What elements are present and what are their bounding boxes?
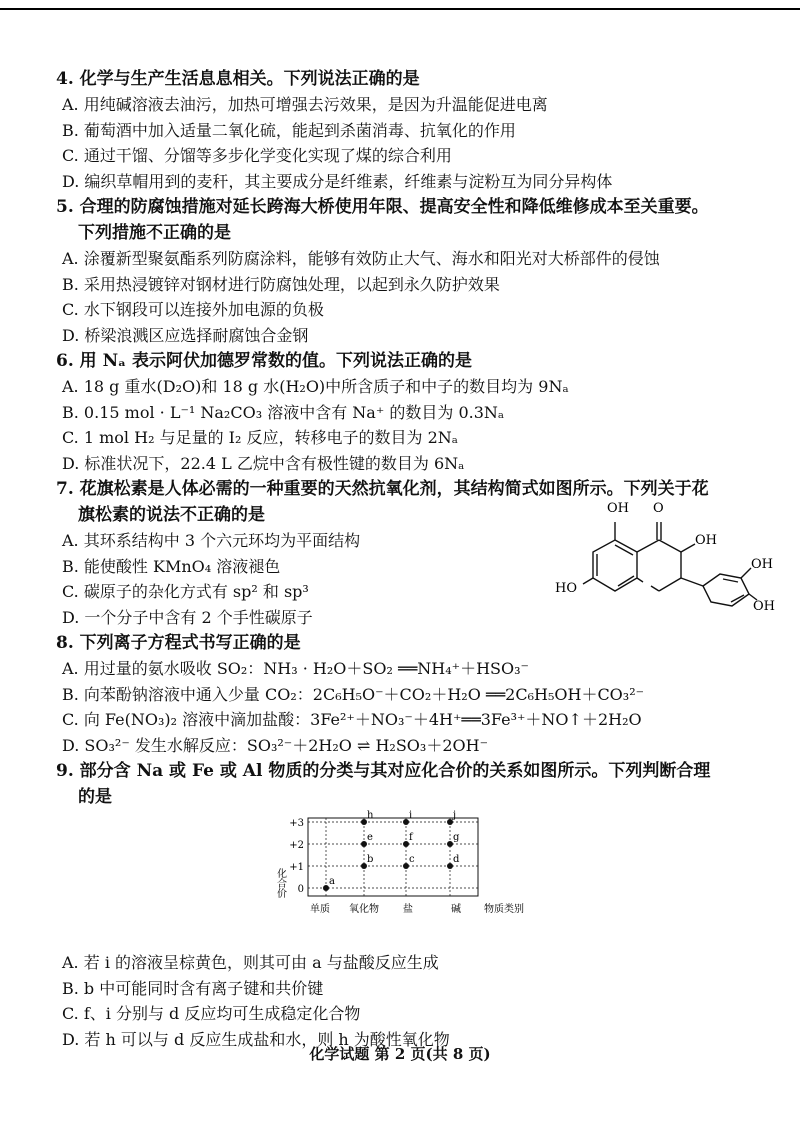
mol-label-ho-left: HO [555, 581, 577, 596]
chart-y-ticks [289, 818, 304, 895]
page-footer: 化学试题 第 2 页(共 8 页) [309, 1045, 491, 1063]
answer-option: C. 向 Fe(NO₃)₂ 溶液中滴加盐酸：3Fe²⁺＋NO₃⁻＋4H⁺══3Fe³⁺＋NO↑＋2H₂O [62, 710, 642, 729]
chart-point-label: i [409, 810, 413, 821]
chart-x-label: 碱 [451, 904, 461, 915]
answer-option: C. 碳原子的杂化方式有 sp² 和 sp³ [62, 582, 309, 601]
chart-point-label: e [367, 832, 373, 843]
chart-point-label: b [367, 854, 374, 865]
chart-point-label: a [329, 876, 335, 887]
chart-y-tick: +1 [289, 862, 304, 873]
answer-option: A. 用纯碱溶液去油污，加热可增强去污效果，是因为升温能促进电离 [62, 95, 548, 114]
chart-point-label: g [453, 832, 460, 843]
mol-label-oh-ring-b-lower: OH [753, 599, 775, 614]
question-stem: 4. 化学与生产生活息息相关。下列说法正确的是 [56, 69, 420, 89]
answer-option: D. 桥梁浪溅区应选择耐腐蚀合金钢 [62, 325, 309, 345]
chart-x-label: 物质类别 [484, 904, 524, 915]
mol-label-oh-top: OH [607, 501, 629, 516]
answer-option: B. 0.15 mol · L⁻¹ Na₂CO₃ 溶液中含有 Na⁺ 的数目为 0.3Nₐ [62, 402, 505, 422]
question-stem-continued: 的是 [78, 787, 112, 807]
answer-option: C. f、i 分别与 d 反应均可生成稳定化合物 [62, 1004, 361, 1023]
answer-option: D. SO₃²⁻ 发生水解反应：SO₃²⁻＋2H₂O ⇌ H₂SO₃＋2OH⁻ [62, 735, 489, 755]
chart-point-label: c [409, 854, 415, 865]
valence-category-chart [268, 808, 548, 918]
top-border-line [0, 8, 800, 10]
chart-point-label: d [453, 854, 460, 865]
molecule-structure [545, 482, 775, 617]
chart-y-title: 化合价 [274, 868, 286, 898]
answer-option: B. 向苯酚钠溶液中通入少量 CO₂：2C₆H₅O⁻＋CO₂＋H₂O ══2C₆H₅OH＋CO₃²⁻ [62, 684, 645, 704]
answer-option: A. 若 i 的溶液呈棕黄色，则其可由 a 与盐酸反应生成 [62, 953, 439, 972]
answer-option: C. 通过干馏、分馏等多步化学变化实现了煤的综合利用 [62, 146, 452, 165]
answer-option: B. 能使酸性 KMnO₄ 溶液褪色 [62, 556, 281, 576]
question-stem: 8. 下列离子方程式书写正确的是 [56, 633, 301, 653]
answer-option: D. 标准状况下，22.4 L 乙烷中含有极性键的数目为 6Nₐ [62, 453, 465, 473]
chart-x-labels [310, 902, 524, 915]
mol-label-oh-right: OH [695, 533, 717, 548]
question-stem-continued: 旗松素的说法不正确的是 [78, 505, 265, 525]
mol-label-ketone-o: O [653, 501, 664, 516]
answer-option: D. 一个分子中含有 2 个手性碳原子 [62, 607, 313, 627]
answer-option: A. 涂覆新型聚氨酯系列防腐涂料，能够有效防止大气、海水和阳光对大桥部件的侵蚀 [62, 249, 660, 268]
chart-y-tick: +3 [289, 818, 304, 829]
chart-x-label: 氧化物 [349, 904, 379, 915]
answer-option: B. b 中可能同时含有离子键和共价键 [62, 978, 324, 998]
answer-option: A. 18 g 重水(D₂O)和 18 g 水(H₂O)中所含质子和中子的数目均为 9Nₐ [62, 377, 569, 396]
chart-x-label: 盐 [403, 904, 413, 915]
chart-point-label: j [453, 810, 457, 821]
answer-option: C. 水下钢段可以连接外加电源的负极 [62, 300, 324, 319]
question-stem: 7. 花旗松素是人体必需的一种重要的天然抗氧化剂，其结构简式如图所示。下列关于花 [56, 479, 709, 499]
chart-points [323, 810, 460, 891]
answer-option: A. 用过量的氨水吸收 SO₂：NH₃ · H₂O＋SO₂ ══NH₄⁺＋HSO₃⁻ [62, 659, 529, 678]
answer-option: D. 编织草帽用到的麦秆，其主要成分是纤维素，纤维素与淀粉互为同分异构体 [62, 171, 613, 191]
question-stem: 9. 部分含 Na 或 Fe 或 Al 物质的分类与其对应化合价的关系如图所示。下列判断合理 [56, 761, 711, 781]
answer-option: D. 若 h 可以与 d 反应生成盐和水，则 h 为酸性氧化物 [62, 1029, 450, 1049]
chart-y-tick: +2 [289, 840, 304, 851]
mol-label-oh-ring-b-upper: OH [751, 557, 773, 572]
question-stem: 6. 用 Nₐ 表示阿伏加德罗常数的值。下列说法正确的是 [56, 351, 472, 371]
chart-y-tick: 0 [297, 884, 304, 895]
answer-option: B. 采用热浸镀锌对钢材进行防腐蚀处理，以起到永久防护效果 [62, 274, 500, 294]
answer-option: C. 1 mol H₂ 与足量的 I₂ 反应，转移电子的数目为 2Nₐ [62, 428, 458, 447]
question-stem: 5. 合理的防腐蚀措施对延长跨海大桥使用年限、提高安全性和降低维修成本至关重要。 [56, 197, 709, 217]
answer-option: A. 其环系结构中 3 个六元环均为平面结构 [62, 531, 361, 550]
chart-point-label: h [367, 810, 374, 821]
chart-point-label: f [409, 832, 413, 843]
answer-option: B. 葡萄酒中加入适量二氧化硫，能起到杀菌消毒、抗氧化的作用 [62, 120, 516, 140]
chart-x-label: 单质 [310, 904, 330, 915]
question-stem-continued: 下列措施不正确的是 [78, 223, 231, 243]
